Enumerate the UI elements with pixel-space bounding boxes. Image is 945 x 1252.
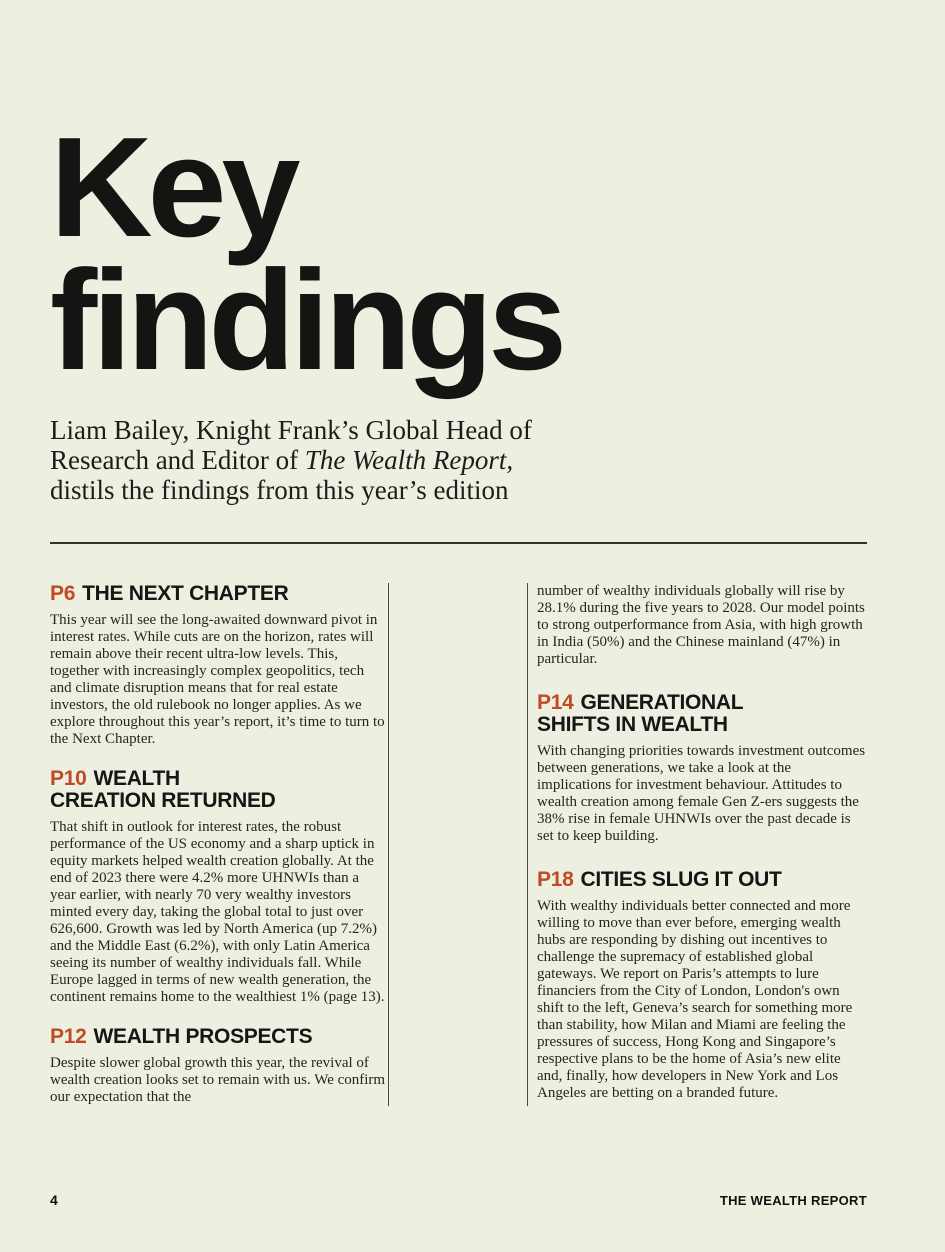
section-p14: [537, 692, 867, 845]
section-p12-body: Despite slower global growth this year, the revival of wealth creation looks set to remain with us. We confirm our expectation that the: [50, 1055, 386, 1105]
section-p18-heading: [537, 869, 867, 891]
column-divider: [388, 583, 528, 1106]
section-p14-heading-line-2: SHIFTS IN WEALTH: [537, 713, 728, 736]
standfirst: [50, 415, 867, 505]
horizontal-rule: [50, 542, 867, 544]
report-title: THE WEALTH REPORT: [719, 1193, 867, 1208]
section-p14-heading-text: GENERATIONAL: [580, 691, 744, 714]
section-p10-page-ref: P10: [50, 767, 87, 790]
section-p18-page-ref: P18: [537, 868, 574, 891]
report-name-italic: The Wealth Report,: [304, 445, 514, 475]
section-p6-heading-text: THE NEXT CHAPTER: [82, 582, 289, 605]
standfirst-line-3: distils the findings from this year’s edition: [50, 475, 509, 505]
section-p12-body-continued: number of wealthy individuals globally will rise by 28.1% during the five years to 2028. Our model points to strong outperformance from Asia, with high growth in India (50%) and the Chinese mainland (47%) in particular.: [537, 583, 865, 667]
section-p6-body: This year will see the long-awaited downward pivot in interest rates. While cuts are on the horizon, rates will remain above their recent ultra-low levels. This, together with increasingly complex geopolitics, tech and climate disruption means that for real estate investors, the old rulebook no longer applies. As we explore throughout this year’s report, it’s time to turn to the Next Chapter.: [50, 612, 385, 747]
section-p14-body: With changing priorities towards investment outcomes between generations, we take a look at the implications for investment behaviour. Attitudes to wealth creation among female Gen Z-ers suggests the 38% rise in female UHNWIs over the past decade is set to keep building.: [537, 743, 866, 844]
section-p18: [537, 869, 867, 1102]
page-title: [50, 0, 867, 400]
section-p6: [50, 583, 388, 748]
section-p14-page-ref: P14: [537, 691, 574, 714]
section-p10-heading-line-2: CREATION RETURNED: [50, 789, 276, 812]
section-p10-heading: [50, 768, 388, 812]
section-p12-page-ref: P12: [50, 1025, 87, 1048]
two-column-layout: [50, 583, 867, 1106]
section-p6-page-ref: P6: [50, 582, 76, 605]
section-p18-body: With wealthy individuals better connected and more willing to move than ever before, emerging wealth hubs are responding by dishing out incentives to challenge the supremacy of established global gateways. We report on Paris’s attempts to lure financiers from the City of London, London's own shift to the left, Geneva’s search for something more than stability, how Milan and Miami are feeling the pressures of success, Hong Kong and Singapore’s respective plans to be the home of Asia’s new elite and, finally, how developers in New York and Los Angeles are betting on a branded future.: [537, 898, 853, 1101]
section-p12-heading: [50, 1026, 388, 1048]
section-p18-heading-text: CITIES SLUG IT OUT: [580, 868, 782, 891]
section-p6-heading: [50, 583, 388, 605]
section-p14-heading: [537, 692, 867, 736]
page-number: 4: [50, 1192, 58, 1208]
section-p10: [50, 768, 388, 1006]
section-p12: [50, 1026, 388, 1106]
standfirst-line-2-plain: Research and Editor of: [50, 445, 305, 475]
section-p12-heading-text: WEALTH PROSPECTS: [93, 1025, 313, 1048]
standfirst-line-2: [50, 445, 867, 475]
page-title-line-1: Key: [50, 108, 296, 267]
page-title-line-2: findings: [50, 241, 563, 400]
section-p10-body: That shift in outlook for interest rates, the robust performance of the US economy and a sharp uptick in equity markets helped wealth creation globally. At the end of 2023 there were 4.2% more UHNWIs than a year earlier, with nearly 70 very wealthy investors minted every day, taking the global total to just over 626,600. Growth was led by North America (up 7.2%) and the Middle East (6.2%), with only Latin America seeing its number of wealthy individuals fall. While Europe lagged in terms of new wealth generation, the continent remains home to the wealthiest 1% (page 13).: [50, 819, 385, 1005]
column-left: [50, 583, 388, 1106]
column-right: [528, 583, 867, 1106]
section-p10-heading-text: WEALTH: [93, 767, 180, 790]
standfirst-line-1: Liam Bailey, Knight Frank’s Global Head of: [50, 415, 532, 445]
page-footer: [50, 1192, 867, 1208]
